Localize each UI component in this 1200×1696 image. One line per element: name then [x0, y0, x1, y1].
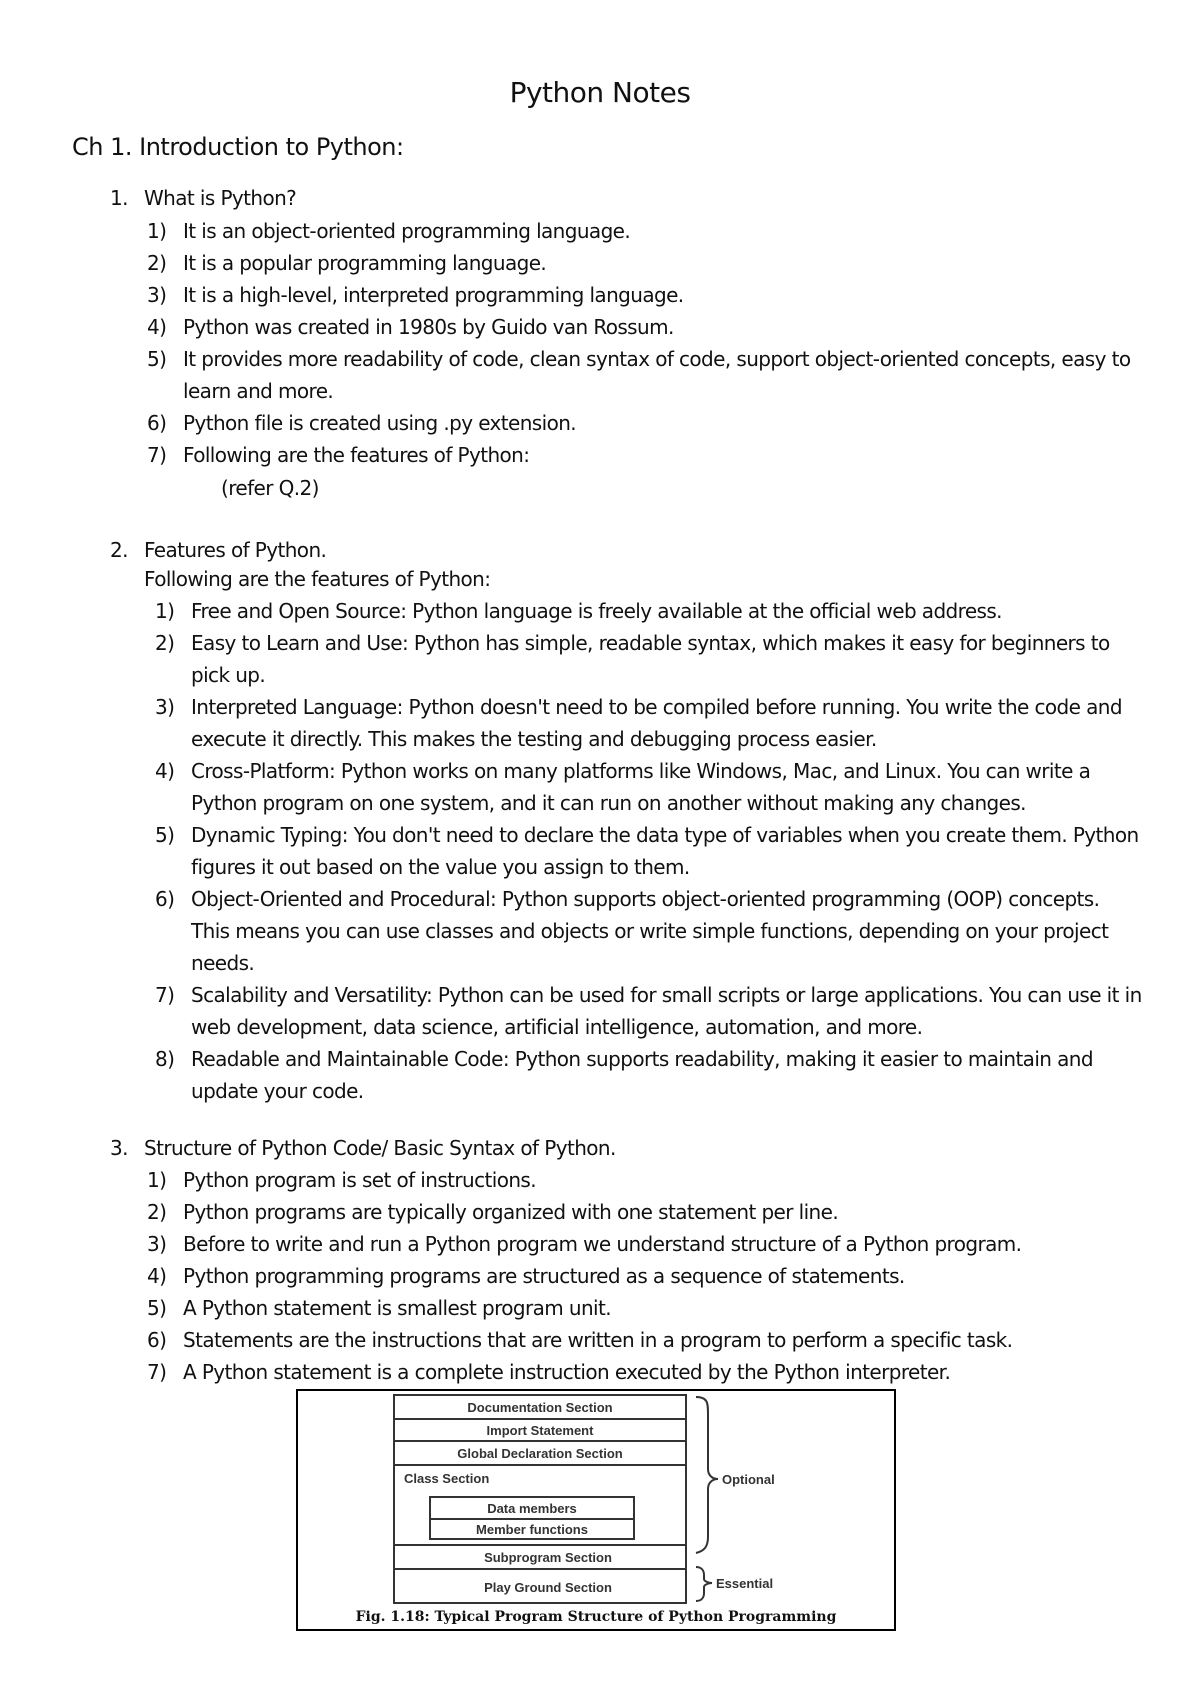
item-text: It provides more readability of code, clean syntax of code, support object-oriented concepts, easy to learn and more.: [183, 347, 1131, 403]
item-number: 5): [147, 1296, 167, 1320]
item-text: Python file is created using .py extension.: [183, 411, 577, 435]
item-number: 3): [155, 695, 175, 719]
item-number: 7): [155, 983, 175, 1007]
global-declaration-label: Global Declaration Section: [457, 1446, 623, 1461]
item-number: 4): [155, 759, 175, 783]
optional-label: Optional: [722, 1472, 775, 1487]
section-title: What is Python?: [144, 186, 297, 210]
item-number: 4): [147, 315, 167, 339]
item-number: 5): [147, 347, 167, 371]
item-text: Object-Oriented and Procedural: Python supports object-oriented programming (OOP) concepts. This means you can use classes and objects or write simple functions, depending on your project needs.: [191, 887, 1109, 975]
item-text: Python programs are typically organized with one statement per line.: [183, 1200, 839, 1224]
class-section-label: Class Section: [404, 1471, 490, 1486]
item-number: 8): [155, 1047, 175, 1071]
list-item: [147, 343, 1147, 407]
item-number: 6): [147, 1328, 167, 1352]
item-number: 6): [155, 887, 175, 911]
section-intro: Following are the features of Python:: [144, 567, 491, 591]
essential-brace: [696, 1567, 712, 1601]
list-item: [155, 1043, 1155, 1107]
item-text: It is a high-level, interpreted programming language.: [183, 283, 684, 307]
list-item: [155, 883, 1155, 979]
item-number: 1): [147, 1168, 167, 1192]
item-number: 4): [147, 1264, 167, 1288]
item-number: 1): [147, 219, 167, 243]
item-text: Readable and Maintainable Code: Python supports readability, making it easier to maintain and update your code.: [191, 1047, 1093, 1103]
item-text: A Python statement is a complete instruction executed by the Python interpreter.: [183, 1360, 951, 1384]
item-text: Dynamic Typing: You don't need to declare the data type of variables when you create them. Python figures it out based on the value you assign to them.: [191, 823, 1139, 879]
section-title: Features of Python.: [144, 538, 327, 562]
list-item: [155, 627, 1155, 691]
item-number: 3): [147, 1232, 167, 1256]
item-number: 2): [155, 631, 175, 655]
item-text: Python programming programs are structured as a sequence of statements.: [183, 1264, 905, 1288]
list-item: [155, 979, 1155, 1043]
item-text: It is a popular programming language.: [183, 251, 547, 275]
item-number: 5): [155, 823, 175, 847]
item-text: A Python statement is smallest program unit.: [183, 1296, 612, 1320]
reference-note: (refer Q.2): [221, 476, 319, 500]
chapter-heading: Ch 1. Introduction to Python:: [72, 133, 404, 161]
item-text: Interpreted Language: Python doesn't need to be compiled before running. You write the code and execute it directly. This makes the testing and debugging process easier.: [191, 695, 1122, 751]
item-text: Free and Open Source: Python language is freely available at the official web address.: [191, 599, 1002, 623]
item-number: 6): [147, 411, 167, 435]
item-number: 1): [155, 599, 175, 623]
item-number: 2): [147, 251, 167, 275]
essential-label: Essential: [716, 1576, 774, 1591]
section-number: 2.: [110, 538, 128, 562]
structure-diagram: [298, 1391, 894, 1629]
playground-section-label: Play Ground Section: [484, 1580, 612, 1595]
list-item: [155, 819, 1155, 883]
section-title: Structure of Python Code/ Basic Syntax of Python.: [144, 1136, 616, 1160]
item-number: 7): [147, 443, 167, 467]
item-text: Cross-Platform: Python works on many platforms like Windows, Mac, and Linux. You can write a Python program on one system, and it can run on another without making any changes.: [191, 759, 1091, 815]
optional-brace: [696, 1397, 718, 1553]
page-title: Python Notes: [509, 76, 691, 109]
section-number: 3.: [110, 1136, 128, 1160]
item-text: It is an object-oriented programming language.: [183, 219, 631, 243]
item-number: 2): [147, 1200, 167, 1224]
item-text: Easy to Learn and Use: Python has simple, readable syntax, which makes it easy for beginners to pick up.: [191, 631, 1110, 687]
data-members-label: Data members: [487, 1501, 577, 1516]
program-structure-figure: [296, 1389, 896, 1631]
list-item: [155, 691, 1155, 755]
item-text: Statements are the instructions that are written in a program to perform a specific task.: [183, 1328, 1013, 1352]
member-functions-label: Member functions: [476, 1522, 588, 1537]
section-number: 1.: [110, 186, 128, 210]
item-number: 3): [147, 283, 167, 307]
item-number: 7): [147, 1360, 167, 1384]
import-statement-label: Import Statement: [486, 1423, 594, 1438]
item-text: Python was created in 1980s by Guido van Rossum.: [183, 315, 674, 339]
list-item: [155, 755, 1155, 819]
item-text: Following are the features of Python:: [183, 443, 530, 467]
item-text: Python program is set of instructions.: [183, 1168, 536, 1192]
subprogram-section-label: Subprogram Section: [484, 1550, 612, 1565]
documentation-section-label: Documentation Section: [467, 1400, 613, 1415]
figure-caption: Fig. 1.18: Typical Program Structure of Python Programming: [355, 1609, 837, 1625]
item-text: Scalability and Versatility: Python can be used for small scripts or large applications. You can use it in web development, data science, artificial intelligence, automation, and more.: [191, 983, 1142, 1039]
item-text: Before to write and run a Python program we understand structure of a Python program.: [183, 1232, 1022, 1256]
